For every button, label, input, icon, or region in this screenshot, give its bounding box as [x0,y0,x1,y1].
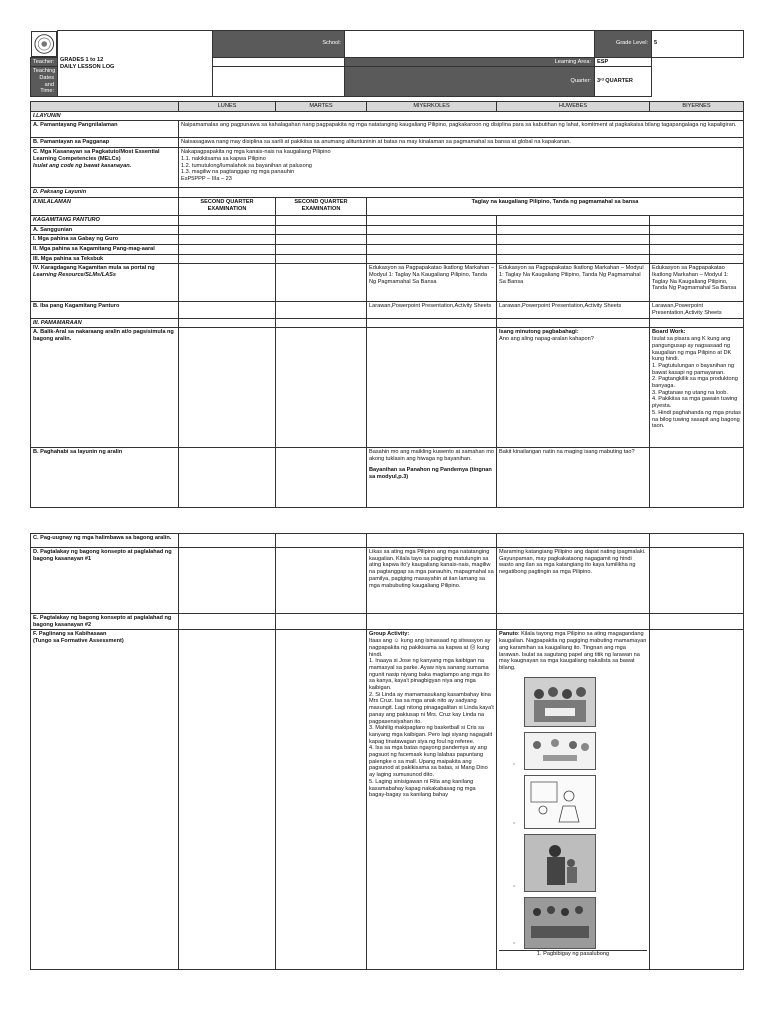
pamantayang-pangnilalaman-label: A. Pamantayang Pangnilalaman [31,121,179,138]
balik-aral-huwebes-text: Ano ang aling napag-aralan kahapon? [499,336,594,343]
pagtalakay-1-miyerkoles: Likas sa ating mga Pilipino ang mga natatanging kaugalian. Kilala tayo sa pagiging matulungin sa ating kapwa ito'y kaugaliang kanais-nais, magiliw na pagtanggap sa mga panauhin, mapagmahal sa pamilya, pagiging masayahin at iian lamang sa mga mabubuting kaugaliang Pilipino. [367,548,497,614]
sketch-picture-icon [525,776,595,828]
group-activity-title: Group Activity: [369,631,410,638]
section-kagamitan: KAGAMITANG PANTURO [31,215,179,225]
dll-header [30,30,744,97]
pagtalakay-1-label: D. Pagtalakay ng bagong konsepto at paglalahad ng bagong kasanayan #1 [31,548,179,614]
iba-biyernes: Larawan,Powerpoint Presentation,Activity Sheets [650,302,744,318]
grade-level-label: Grade Level: [595,31,652,58]
lr-huwebes: Edukasyon sa Pagpapakatao Ikatlong Markahan – Modyul 1: Taglay Na Kaugaliang Pilipino, Tanda Ng Pagmamahal Sa Bansa [497,264,650,302]
celebration-picture-icon [525,898,595,948]
iba-pang-kagamitan-label: B. Iba pang Kagamitang Panturo [31,302,179,318]
deped-seal-icon [34,33,55,55]
dll-main-table [30,101,744,508]
balik-aral-label: A. Balik-Aral sa nakaraang aralin at/o pagsisimula ng bagong aralin. [31,328,179,448]
board-work-title: Board Work: [652,329,686,336]
dates-label: Teaching Dates and Time: [31,67,58,97]
paglinang-label [31,630,179,970]
teacher-label: Teacher: [31,57,58,67]
teacher-field[interactable] [213,57,345,67]
board-work-line: 4. Pakikiisa sa mga gawain tuwing piyesta. [652,396,738,410]
pagtalakay-2-label: E. Pagtalakay ng bagong konsepto at paglalahad ng bagong kasanayan #2 [31,614,179,630]
family-picture-icon [525,678,595,726]
balik-aral-huwebes [497,328,650,448]
dll-main-table-2 [30,533,744,970]
day-biyernes: BIYERNES [650,102,744,112]
section-pamamaraan: III. PAMAMARAAN [31,318,179,328]
dll-page-1 [30,30,743,508]
paghahabi-label: B. Paghahabi sa layunin ng aralin [31,448,179,508]
learning-area-value: ESP [595,57,652,67]
school-label: School: [213,31,345,58]
picture-mother-child [513,834,596,892]
melc-text [179,148,744,188]
teksbuk-label: III. Mga pahina sa Teksbuk [31,254,179,264]
sanggunian-label: A. Sanggunian [31,225,179,235]
group-activity-item: 1. Inaaya si Jose ng kanyang mga kaibigan na mamasyal sa parke. Ayaw niya sanang sumama ngunit nasip niyang baka magtampo ang mga ito sa kanya, kaya't pinagbigyan niya ang mga kaibigan. [369,658,490,692]
karagdagang-label-text2: Learning Resource/SLMs/LASs [33,272,116,279]
melc-label-text: C. Mga Kasanayan sa Pagkatuto/Most Essential Learning Competencies (MELCs) [33,149,160,162]
paglinang-label-text2: (Tungo sa Formative Assessment) [33,638,124,645]
learning-area-label: Learning Area: [345,57,595,67]
lunes-exam: SECOND QUARTER EXAMINATION [179,197,276,215]
section-layunin: I.LAYUNIN [31,111,744,121]
melc-line: EsP5PPP – IIIa – 23 [181,175,232,182]
paglinang-label-text: F. Paglinang sa Kabihasaan [33,631,107,638]
karagdagang-label-text: IV. Karagdagang Kagamitan mula sa portal ng [33,265,155,272]
board-work-line: Isulat sa pisara ang K kung ang pangungusap ay nagsasaad ng kaugalian ng mga Pilipino at DK kung hindi. [652,336,732,363]
picture-celebration [513,897,596,949]
picture-marker-icon: ○ [513,819,516,825]
group-activity-intro: Itaas ang ☺ kung ang isinasaad ng sitwasyon ay nagpapakita ng pakikisama sa kapwa at ☹ kung hindi. [369,638,491,658]
picture-marker-icon: ○ [513,760,516,766]
melc-line: Nakapagpapakita ng mga kanais-nais na kaugaliang Pilipino [181,149,331,156]
paghahabi-text: Basahin mo ang maikling kuwento at samahan mo akong tuklasin ang hiwaga ng bayanihan. [369,449,494,463]
group-activity-item: 3. Mahilig makipaglaro ng basketball si Cris sa kanyang mga kaibigan. Pero lagi siyang nagagalit kapag tinatawagan siya ng foul ng referee. [369,725,493,745]
board-work-line: 1. Pagtutulungan o bayanihan ng bawat kasapi ng pamayanan. [652,362,735,376]
picture-family [524,677,596,727]
iba-miyerkoles: Larawan,Powerpoint Presentation,Activity Sheets [367,302,497,318]
dll-title-line2: DAILY LESSON LOG [60,63,115,70]
school-field[interactable] [345,31,595,58]
pang-mag-aaral-label: II. Mga pahina sa Kagamitang Pang-mag-aaral [31,244,179,254]
paghahabi-story-title: Bayanihan sa Panahon ng Pandemya (tingnan sa modyul,p.3) [369,466,492,480]
lr-biyernes: Edukasyon sa Pagpapakatao Ikatlong Markahan – Modyul 1: Taglay Na Kaugaliang Pilipino, Tanda Ng Pagmamahal Sa Bansa [650,264,744,302]
panuto-title: Panuto [499,631,518,638]
pamantayang-pangnilalaman-text: Naipamamalas ang pagpunawa sa kahalagahan nang pagpapakita ng mga natatanging kaugaliang Pilipino, pagkakaroon ng disiplina para sa kabutihan ng lahat, komitment at pagkakaisa bilang tagapangalaga ng kapaligiran. [179,121,744,138]
pagtalakay-1-huwebes: Maraming katangiang Pilipino ang dapat nating ipagmalaki. Gayunpaman, may pagkakataong nagagamit ng hindi wasto ang ilan sa mga katangiang ito kaya lumilikha ng negatibong pagtingin sa mga Pilipino. [497,548,650,614]
paksang-layunin-label: D. Paksang Layunin [31,188,179,198]
pamantayan-pagganap-label: B. Pamantayan sa Pagganap [31,138,179,148]
picture-caption: 1. Pagbibigay ng pasalubong [499,950,647,958]
melc-line: 1.1. nakikiisama sa kapwa Pilipino [181,155,266,162]
balik-aral-biyernes [650,328,744,448]
day-martes: MARTES [276,102,367,112]
picture-gathering [513,732,596,770]
quarter-value: 3ʳᵈ QUARTER [595,67,652,97]
melc-line: 1.2. tumutulong/lumalahok sa bayanihan at palusong [181,162,312,169]
panuto-text [499,631,647,671]
group-activity-item: 5. Laging sinisigawan ni Rita ang kanilang kasamabahay kapag nakakabasag ng mga bagay-bagay sa kanilang bahay [369,778,476,799]
picture-sketch [513,775,596,829]
gathering-picture-icon [525,733,595,769]
panuto-body: : Kilala tayong mga Pilipino sa ating magagandang kaugalian. Nagpapakita ng pagiging mabuting mamamayan ang karamihan sa kaugaliang ito. Tingnan ang mga larawan. Isulat sa sagutang papel ang titik ng larawan na may kaugnayan sa mga kaugaliang nakalista sa bawat bilang. [499,631,647,671]
day-miyerkoles: MIYERKOLES [367,102,497,112]
nilalaman-topic: Taglay na kaugaliang Pilipino, Tanda ng pagmamahal sa bansa [367,197,744,215]
melc-line: 1.3. magiliw na pagtanggap ng mga panauhin [181,169,295,176]
mother-child-picture-icon [525,835,595,891]
melc-label [31,148,179,188]
quarter-label: Quarter: [345,67,595,97]
panuto-cell [497,630,650,970]
balik-aral-huwebes-title: Isang minutong pagbabahagi: [499,329,579,336]
paghahabi-miyerkoles [367,448,497,508]
pamantayan-pagganap-text: Naisasagawa nang may disiplina sa sarili at pakikiisa sa anumang alituntuninin at batas na may kinalaman sa pagmamahal sa bansa at global na kapakanan. [179,138,744,148]
iba-huwebes: Larawan,Powerpoint Presentation,Activity Sheets [497,302,650,318]
dll-title-line1: GRADES 1 to 12 [60,56,104,63]
lr-miyerkoles: Edukasyon sa Pagpapakatao Ikatlong Markahan – Modyul 1: Taglay Na Kaugaliang Pilipino, Tanda Ng Pagmamahal Sa Bansa [367,264,497,302]
gabay-guro-label: I. Mga pahina sa Gabay ng Guro [31,235,179,245]
karagdagang-kagamitan-label [31,264,179,302]
picture-marker-icon: ○ [513,882,516,888]
group-activity-item: 4. Isa sa mga batas ngayong pandemya ay ang pagsuot ng facemask kung lalabas papuntang palengke o sa mall. Upang maipakita ang pagsunod at pakikisama sa batas, si Mang Dino ay laging sumusunod dito. [369,745,488,779]
melc-code-note: Isulat ang code ng bawat kasanayan. [33,162,132,169]
board-work-line: 5. Hindi paghahanda ng mga prutas na bilog tuwing sasapit ang bagong taon. [652,409,741,430]
day-huwebes: HUWEBES [497,102,650,112]
paghahabi-huwebes: Bakit kinailangan natin na maging isang mabuting tao? [497,448,650,508]
day-lunes: LUNES [179,102,276,112]
group-activity-item: 2. Si Linda ay mamamasukang kasambahay kina Mrs Cruz. Isa sa mga anak nito ay sadyang masungit. Lagi nitong pinagagalitan si Linda kaya't panay ang pakiusap ni Mrs. Cruz kay Linda na pagpasensiyahan ito. [369,691,494,725]
section-nilalaman: II.NILALAMAN [31,197,179,215]
picture-marker-icon: ○ [513,939,516,945]
deped-seal [31,31,58,57]
dates-field[interactable] [213,67,345,97]
dll-title [58,31,213,97]
board-work-line: 2. Pagtangkilik sa mga produktong banyaga. [652,376,738,390]
pag-uugnay-label: C. Pag-uugnay ng mga halimbawa sa bagong aralin. [31,534,179,548]
board-work-line: 3. Pagtanaw ng utang na loob. [652,389,728,396]
dll-page-2 [30,533,743,970]
group-activity [367,630,497,970]
martes-exam: SECOND QUARTER EXAMINATION [276,197,367,215]
grade-level-value: 5 [652,31,744,58]
